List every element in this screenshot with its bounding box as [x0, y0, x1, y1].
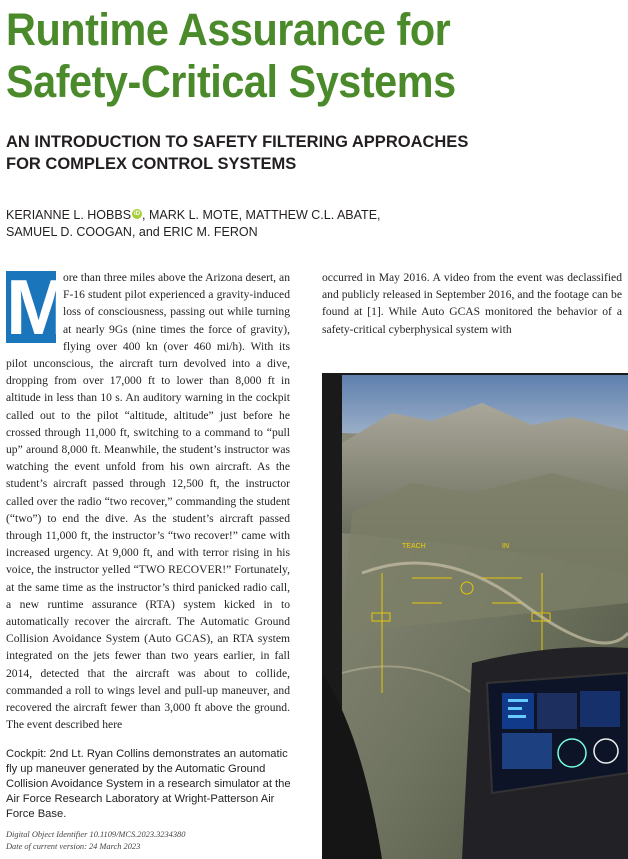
orcid-icon[interactable]: iD	[134, 211, 141, 217]
cockpit-simulator-photo	[322, 373, 628, 859]
figure-caption: Cockpit: 2nd Lt. Ryan Collins demonstrates an automatic fly up maneuver generated by the Automatic Ground Collision Avoidance System in a research simulator at the Air Force Research Laboratory at Wright-Patterson Air Force Base.	[6, 748, 291, 820]
body-column-left	[6, 263, 290, 733]
date-line: Date of current version: 24 March 2023	[6, 842, 141, 851]
drop-cap: M	[6, 263, 71, 351]
hud-label: TEACH	[402, 543, 426, 550]
author-list	[6, 207, 406, 241]
doi-line: Digital Object Identifier 10.1109/MCS.2023.3234380	[6, 830, 186, 839]
body-text-left: ore than three miles above the Arizona desert, an F-16 student pilot experienced a gravity-induced loss of consciousness, passing out while turning at nearly 9Gs (nine times the force of gravity), flying over 400 kn (over 460 mi/h). With its pilot unconscious, the aircraft turn devolved into a dive, dropping from over 17,000 ft to lower than 8,000 ft in altitude in less than 10 s. An auditory warning in the cockpit called out to the pilot “altitude, altitude” just before he crossed through 11,000 ft, switching to a command to “pull up” around 8,000 ft. Meanwhile, the student’s instructor was watching the event unfold from his own aircraft. As the student’s aircraft passed through 12,500 ft, the instructor called over the radio “two recover,” commanding the student (“two”) to end the dive. As the student’s aircraft passed through 11,000 ft, the instructor’s “two recover!” came with increased urgency. At 9,000 ft, and with terror rising in his voice, the instructor yelled “TWO RECOVER!” Fortunately, at the same time as the instructor’s third panicked radio call, a new runtime assurance (RTA) system kicked in to automatically recover the aircraft. The Automatic Ground Collision Avoidance System (Auto GCAS), an RTA system integrated on the jets fewer than two years earlier, in fall 2014, detected that the aircraft was about to collide, commanded a roll to wings level and pull-up maneuver, and recovered the aircraft fewer than 3,000 ft above the ground. The event described here	[6, 271, 290, 732]
author-rest: , MARK L. MOTE, MATTHEW C.L. ABATE, SAMUEL D. COOGAN, and ERIC M. FERON	[6, 208, 381, 239]
article-title: Runtime Assurance for Safety-Critical Systems	[6, 4, 456, 107]
author-first: KERIANNE L. HOBBS	[6, 208, 132, 222]
publication-footer	[6, 829, 296, 853]
article-subtitle: AN INTRODUCTION TO SAFETY FILTERING APPROACHES FOR COMPLEX CONTROL SYSTEMS	[6, 133, 469, 173]
body-column-right: occurred in May 2016. A video from the event was declassified and publicly released in September 2016, and the footage can be found at [1]. While Auto GCAS monitored the behavior of a safety-critical cyberphysical system with	[322, 271, 622, 336]
hud-label-2: IN	[502, 543, 509, 550]
